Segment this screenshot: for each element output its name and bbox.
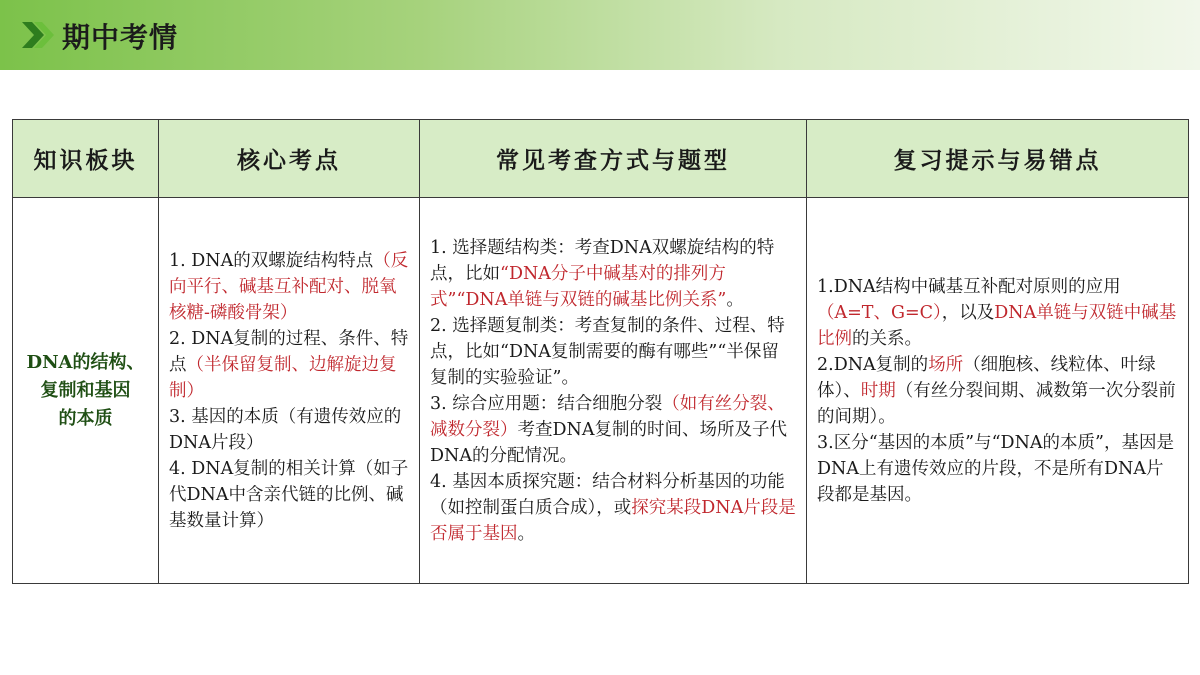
list-item: [169, 404, 409, 456]
body-text: 1.DNA结构中碱基互补配对原则的应用: [817, 276, 1121, 297]
topic-line: 的本质: [58, 407, 113, 429]
list-item: [817, 430, 1178, 508]
body-text: 2.DNA复制的: [817, 354, 929, 375]
header-core-points: 核心考点: [159, 120, 420, 198]
list-item: [169, 456, 409, 534]
header-knowledge-module: 知识板块: [13, 120, 159, 198]
body-text: 。: [517, 523, 535, 544]
highlight-text: （反向平行、碱基互补配对、脱氧核糖-磷酸骨架）: [169, 250, 409, 323]
body-text: 1. 选择题结构类：考查DNA双螺旋结构的特点，比如: [430, 237, 775, 284]
list-item: [430, 469, 796, 547]
list-item: [169, 326, 409, 404]
highlight-text: 探究某段DNA片段是否属于基因: [430, 497, 796, 544]
list-item: [817, 274, 1178, 352]
body-text: 的关系。: [852, 328, 922, 349]
body-text: 4. 基因本质探究题：结合材料分析基因的功能（如控制蛋白质合成），或: [430, 471, 785, 518]
highlight-text: （A=T、G=C）: [817, 302, 942, 323]
body-text: 3.区分“基因的本质”与“DNA的本质”，基因是DNA上有遗传效应的片段，不是所有DNA片段都是基因。: [817, 432, 1174, 505]
body-text: 3. 综合应用题：结合细胞分裂: [430, 393, 663, 414]
highlight-text: DNA单链与双链中碱基比例: [817, 302, 1177, 349]
body-text: （细胞核、线粒体、叶绿体）、: [817, 354, 1156, 401]
table-row: [13, 198, 1189, 584]
topic-line: DNA的结构、: [26, 351, 145, 373]
body-text: （有丝分裂间期、减数第一次分裂前的间期）。: [817, 380, 1176, 427]
page-title: 期中考情: [62, 21, 179, 54]
core-points-cell: [159, 198, 420, 584]
highlight-text: （如有丝分裂、减数分裂）: [430, 393, 785, 440]
title-banner: [0, 0, 1200, 70]
review-tips-cell: [807, 198, 1189, 584]
header-row: [13, 120, 1189, 198]
highlight-text: 时期: [860, 380, 896, 401]
body-text: 2. 选择题复制类：考查复制的条件、过程、特点，比如“DNA复制需要的酶有哪些”“半保留复制的实验验证”。: [430, 315, 785, 388]
list-item: [430, 313, 796, 391]
body-text: ，以及: [941, 302, 995, 323]
body-text: 考查DNA复制的时间、场所及子代DNA的分配情况。: [430, 419, 787, 466]
body-text: 。: [726, 289, 744, 310]
list-item: [430, 235, 796, 313]
body-text: 1. DNA的双螺旋结构特点: [169, 250, 374, 271]
highlight-text: “DNA分子中碱基对的排列方式”“DNA单链与双链的碱基比例关系”: [430, 263, 727, 310]
exam-types-cell: [420, 198, 807, 584]
double-chevron-icon: [20, 20, 56, 50]
highlight-text: （半保留复制、边解旋边复制）: [169, 354, 397, 401]
list-item: [430, 391, 796, 469]
body-text: 2. DNA复制的过程、条件、特点: [169, 328, 409, 375]
topic-line: 复制和基因: [40, 379, 131, 401]
highlight-text: 场所: [928, 354, 964, 375]
topic-cell: [13, 198, 159, 584]
header-review-tips: 复习提示与易错点: [807, 120, 1189, 198]
list-item: [169, 248, 409, 326]
list-item: [817, 352, 1178, 430]
body-text: 3. 基因的本质（有遗传效应的DNA片段）: [169, 406, 402, 453]
body-text: 4. DNA复制的相关计算（如子代DNA中含亲代链的比例、碱基数量计算）: [169, 458, 409, 531]
header-exam-types: 常见考查方式与题型: [420, 120, 807, 198]
exam-analysis-table: [12, 119, 1189, 584]
